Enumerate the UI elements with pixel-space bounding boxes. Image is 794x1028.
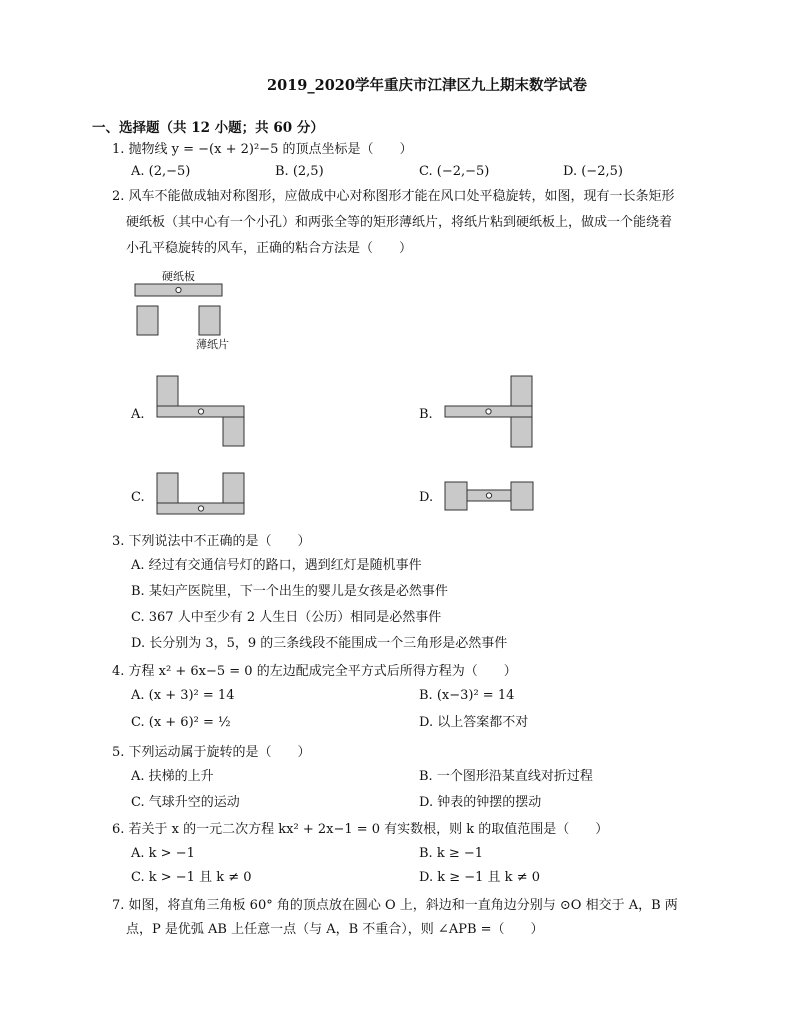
question-4-option-b[interactable]: B. (x−3)² = 14	[419, 688, 515, 703]
question-5-option-d[interactable]: D. 钟表的钟摆的摆动	[419, 795, 542, 810]
exam-title: 2019_2020学年重庆市江津区九上期末数学试卷	[267, 77, 587, 94]
question-3-option-c[interactable]: C. 367 人中至少有 2 人生日（公历）相同是必然事件	[131, 610, 442, 625]
question-2-option-a[interactable]: A.	[131, 407, 145, 422]
question-1-option-b[interactable]: B. (2,5)	[275, 164, 324, 179]
figure-option-c	[150, 468, 250, 520]
question-5-option-b[interactable]: B. 一个图形沿某直线对折过程	[419, 769, 593, 784]
question-2-line-1: 2. 风车不能做成轴对称图形，应做成中心对称图形才能在风口处平稳旋转，如图，现有一长条矩形	[112, 189, 675, 204]
question-6-option-b[interactable]: B. k ≥ −1	[419, 846, 484, 861]
question-1-option-d[interactable]: D. (−2,5)	[563, 164, 623, 179]
figure-option-b	[440, 370, 540, 450]
question-4-stem: 4. 方程 x² + 6x−5 = 0 的左边配成完全平方式后所得方程为（ ）	[112, 664, 517, 679]
question-6-option-c[interactable]: C. k > −1 且 k ≠ 0	[131, 870, 252, 885]
question-3-stem: 3. 下列说法中不正确的是（ ）	[112, 534, 311, 549]
question-7-line-2: 点，P 是优弧 AB 上任意一点（与 A，B 不重合），则 ∠APB =（ ）	[126, 922, 544, 937]
question-6-stem: 6. 若关于 x 的一元二次方程 kx² + 2x−1 = 0 有实数根，则 k 的取值范围是（ ）	[112, 822, 609, 837]
label-board: 硬纸板	[162, 270, 195, 283]
question-2-line-3: 小孔平稳旋转的风车，正确的粘合方法是（ ）	[126, 241, 413, 256]
question-2-option-d[interactable]: D.	[419, 490, 434, 505]
question-2-stem	[112, 184, 702, 262]
question-4-option-a[interactable]: A. (x + 3)² = 14	[131, 688, 235, 703]
question-2-option-b[interactable]: B.	[419, 407, 433, 422]
question-3-option-d[interactable]: D. 长分别为 3，5，9 的三条线段不能围成一个三角形是必然事件	[131, 636, 508, 651]
question-4-option-c[interactable]: C. (x + 6)² = ½	[131, 715, 231, 730]
figure-option-a	[150, 370, 250, 450]
label-paper: 薄纸片	[196, 338, 229, 351]
question-5-option-c[interactable]: C. 气球升空的运动	[131, 795, 240, 810]
question-5-option-a[interactable]: A. 扶梯的上升	[131, 769, 214, 784]
board-and-papers-figure	[130, 280, 230, 340]
question-1-option-c[interactable]: C. (−2,−5)	[419, 164, 490, 179]
question-5-stem: 5. 下列运动属于旋转的是（ ）	[112, 745, 311, 760]
question-2-option-c[interactable]: C.	[131, 490, 145, 505]
question-4-option-d[interactable]: D. 以上答案都不对	[419, 715, 529, 730]
question-1-stem: 1. 抛物线 y = −(x + 2)²−5 的顶点坐标是（ ）	[112, 142, 413, 157]
question-1-option-a[interactable]: A. (2,−5)	[131, 164, 191, 179]
figure-option-d	[440, 476, 540, 516]
question-3-option-b[interactable]: B. 某妇产医院里，下一个出生的婴儿是女孩是必然事件	[131, 584, 448, 599]
question-2-line-2: 硬纸板（其中心有一个小孔）和两张全等的矩形薄纸片，将纸片粘到硬纸板上，做成一个能绕着	[126, 215, 673, 230]
question-6-option-d[interactable]: D. k ≥ −1 且 k ≠ 0	[419, 870, 540, 885]
question-6-option-a[interactable]: A. k > −1	[131, 846, 195, 861]
question-7-line-1: 7. 如图，将直角三角板 60° 角的顶点放在圆心 O 上，斜边和一直角边分别与 ⊙O 相交于 A，B 两	[112, 898, 678, 913]
section-heading: 一、选择题（共 12 小题；共 60 分）	[92, 120, 324, 136]
question-3-option-a[interactable]: A. 经过有交通信号灯的路口，遇到红灯是随机事件	[131, 558, 422, 573]
